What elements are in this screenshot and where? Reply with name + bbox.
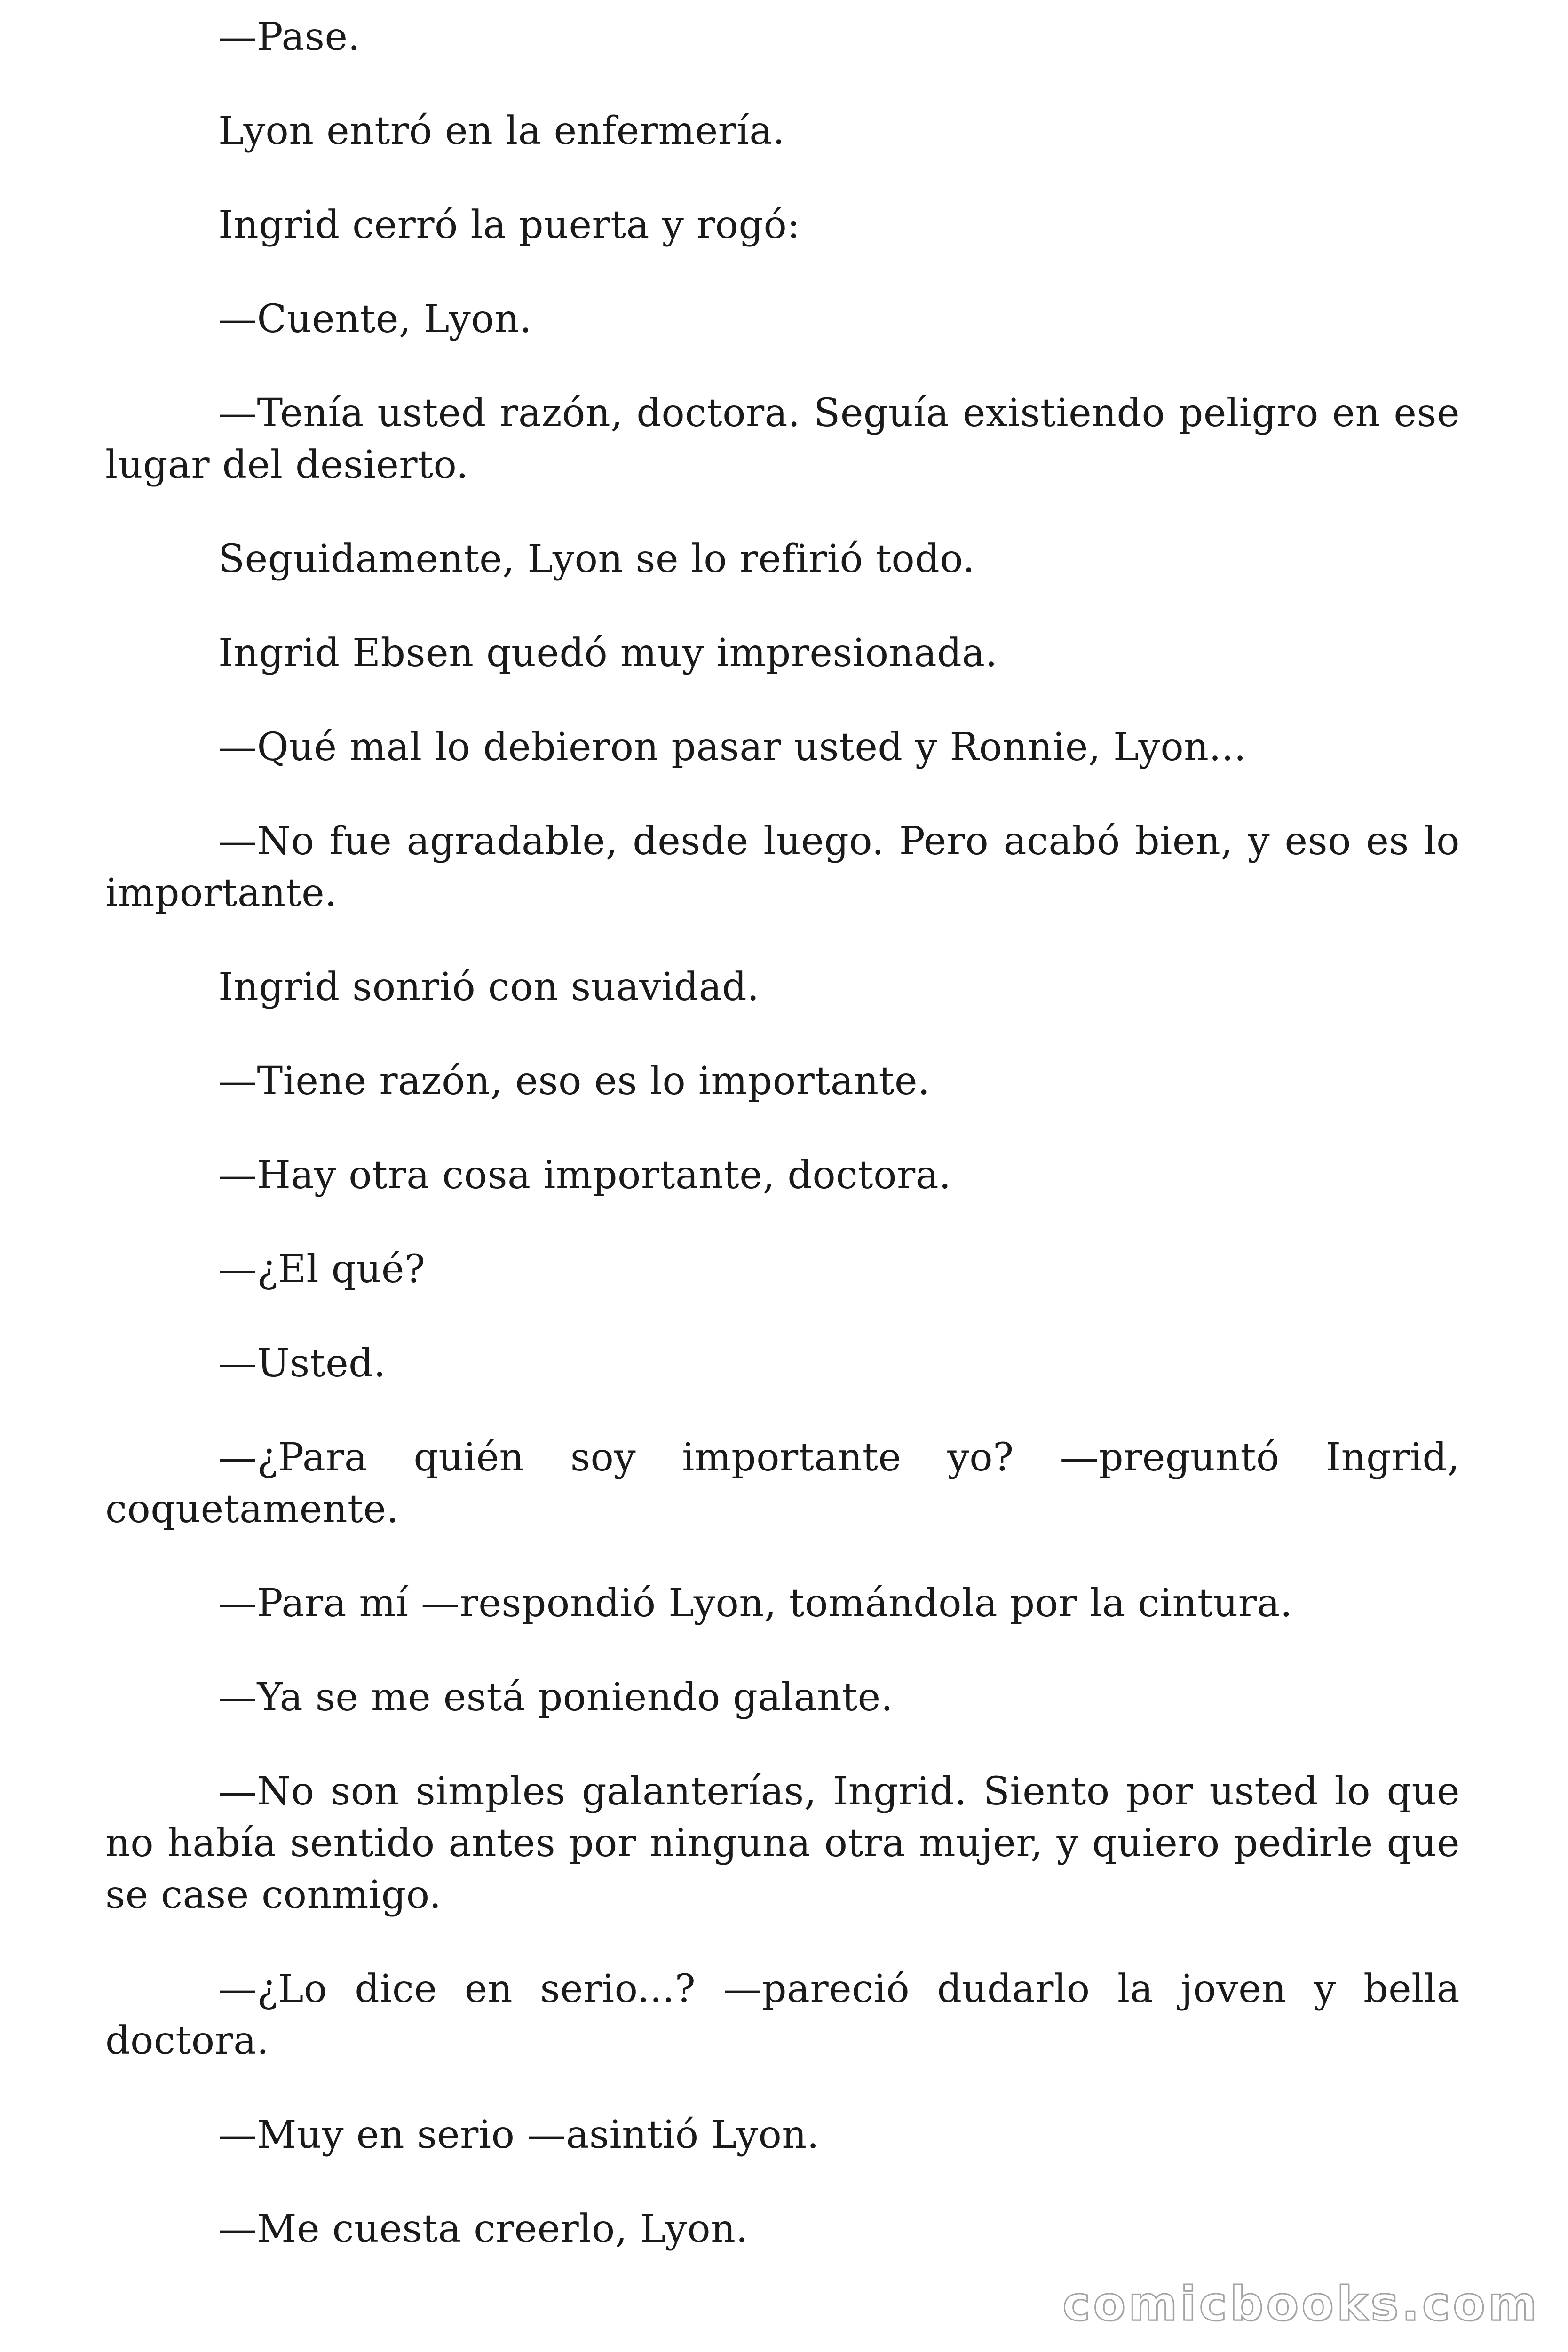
paragraph: —¿El qué? <box>218 1247 426 1292</box>
paragraph: —Me cuesta creerlo, Lyon. <box>218 2207 748 2251</box>
paragraph: —No son simples galanterías, Ingrid. Siento por usted lo que no había sentido antes por ninguna otra mujer, y quiero pedirle que se case conmigo. <box>105 1769 1460 1917</box>
paragraph: —Muy en serio —asintió Lyon. <box>218 2113 820 2157</box>
paragraph: —Cuente, Lyon. <box>218 297 532 342</box>
paragraph: —Tiene razón, eso es lo importante. <box>218 1059 930 1104</box>
paragraph: Ingrid Ebsen quedó muy impresionada. <box>218 631 998 675</box>
paragraph: Ingrid cerró la puerta y rogó: <box>218 203 800 247</box>
paragraph: —Hay otra cosa importante, doctora. <box>218 1153 951 1198</box>
paragraph: —Tenía usted razón, doctora. Seguía existiendo peligro en ese lugar del desierto. <box>105 391 1460 487</box>
paragraph: —¿Para quién soy importante yo? —preguntó Ingrid, coquetamente. <box>105 1435 1460 1532</box>
watermark: comicbooks.com <box>1062 2276 1540 2331</box>
paragraph: —No fue agradable, desde luego. Pero acabó bien, y eso es lo importante. <box>105 819 1460 915</box>
paragraph: —Para mí —respondió Lyon, tomándola por la cintura. <box>218 1581 1293 1626</box>
paragraph: —¿Lo dice en serio...? —pareció dudarlo la joven y bella doctora. <box>105 1967 1460 2063</box>
paragraph: —Pase. <box>218 15 361 59</box>
paragraph: Ingrid sonrió con suavidad. <box>218 965 760 1009</box>
paragraph: Seguidamente, Lyon se lo refirió todo. <box>218 537 975 581</box>
paragraph: —Usted. <box>218 1341 386 1386</box>
paragraph: Lyon entró en la enfermería. <box>218 109 785 153</box>
paragraph: —Ya se me está poniendo galante. <box>218 1675 894 1720</box>
text-body <box>105 11 1460 2255</box>
paragraph: —Qué mal lo debieron pasar usted y Ronnie, Lyon... <box>218 725 1247 770</box>
